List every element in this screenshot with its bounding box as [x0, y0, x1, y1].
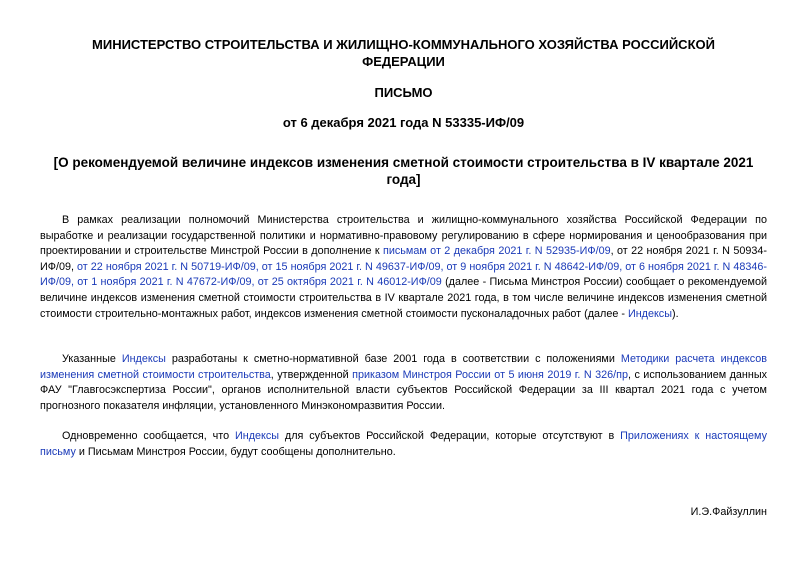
paragraph-3: [40, 429, 767, 460]
paragraph-text: , с использованием данных ФАУ "Главгосэкспертиза России", органов исполнительной власти субъектов Российской Федерации за III квартал 2021 года с учетом прогнозного показателя инфляции, установленного Минэкономразвития России.: [40, 368, 767, 412]
paragraph-text: разработаны к сметно-нормативной базе 2001 года в соответствии с положениями: [165, 353, 621, 365]
document-type-heading: ПИСЬМО: [374, 85, 433, 100]
subject-heading: [О рекомендуемой величине индексов изменения сметной стоимости строительства в IV квартале 2021 года]: [53, 155, 754, 187]
link-indexes[interactable]: Индексы: [235, 430, 280, 442]
signature: И.Э.Файзуллин: [690, 506, 767, 518]
paragraph-2: [40, 352, 767, 414]
paragraph-text: ).: [671, 307, 679, 320]
paragraph-text: , утвержденной: [270, 368, 353, 381]
link-letters-list[interactable]: от 22 ноября 2021 г. N 50719-ИФ/09, от 15 ноября 2021 г. N 49637-ИФ/09, от 9 ноября 2021 г. N 48642-ИФ/09, от 6 ноября 2021 г. N 48346-ИФ/09, от 1 ноября 2021 г. N 47672-ИФ/09, от 25 октября 2021 г. N 46012-ИФ/09: [40, 260, 767, 289]
paragraph-1: [40, 213, 767, 322]
paragraph-text: для субъектов Российской Федерации, которые отсутствуют в: [279, 430, 621, 442]
paragraph-text: (далее - Письма Минстроя России) сообщает о рекомендуемой величине индексов изменения сметной стоимости строительства в IV квартале 2021 года, в том числе величине индексов изменения сметной стоимости строительно-монтажных работ, индексов изменения сметной стоимости пусконаладочных работ (далее -: [40, 276, 768, 320]
paragraph-text: В рамках реализации полномочий Министерства строительства и жилищно-коммунального хозяйства Российской Федерации по выработке и реализации государственной политики и нормативно-правовому регулированию в сфере нормирования и ценообразования при проектировании и строительстве Минстрой России в дополнение к: [40, 214, 767, 258]
date-number-heading: от 6 декабря 2021 года N 53335-ИФ/09: [282, 115, 525, 130]
ministry-heading: МИНИСТЕРСТВО СТРОИТЕЛЬСТВА И ЖИЛИЩНО-КОММУНАЛЬНОГО ХОЗЯЙСТВА РОССИЙСКОЙ ФЕДЕРАЦИИ: [92, 37, 715, 69]
link-methodology[interactable]: Методики расчета индексов изменения сметной стоимости строительства: [40, 353, 767, 381]
paragraph-text: , от 22 ноября 2021 г. N 50934-ИФ/09,: [40, 245, 767, 273]
link-indexes[interactable]: Индексы: [121, 353, 166, 365]
paragraph-text: и Письмам Минстроя России, будут сообщены дополнительно.: [75, 445, 396, 458]
paragraph-text: Указанные: [62, 353, 122, 365]
link-indexes[interactable]: Индексы: [627, 307, 672, 320]
link-order-326[interactable]: приказом Минстроя России от 5 июня 2019 г. N 326/пр: [352, 368, 628, 381]
paragraph-text: Одновременно сообщается, что: [62, 430, 235, 442]
link-appendices[interactable]: Приложениях к настоящему письму: [40, 430, 767, 458]
link-letters-dec-2[interactable]: письмам от 2 декабря 2021 г. N 52935-ИФ/09: [383, 245, 611, 258]
